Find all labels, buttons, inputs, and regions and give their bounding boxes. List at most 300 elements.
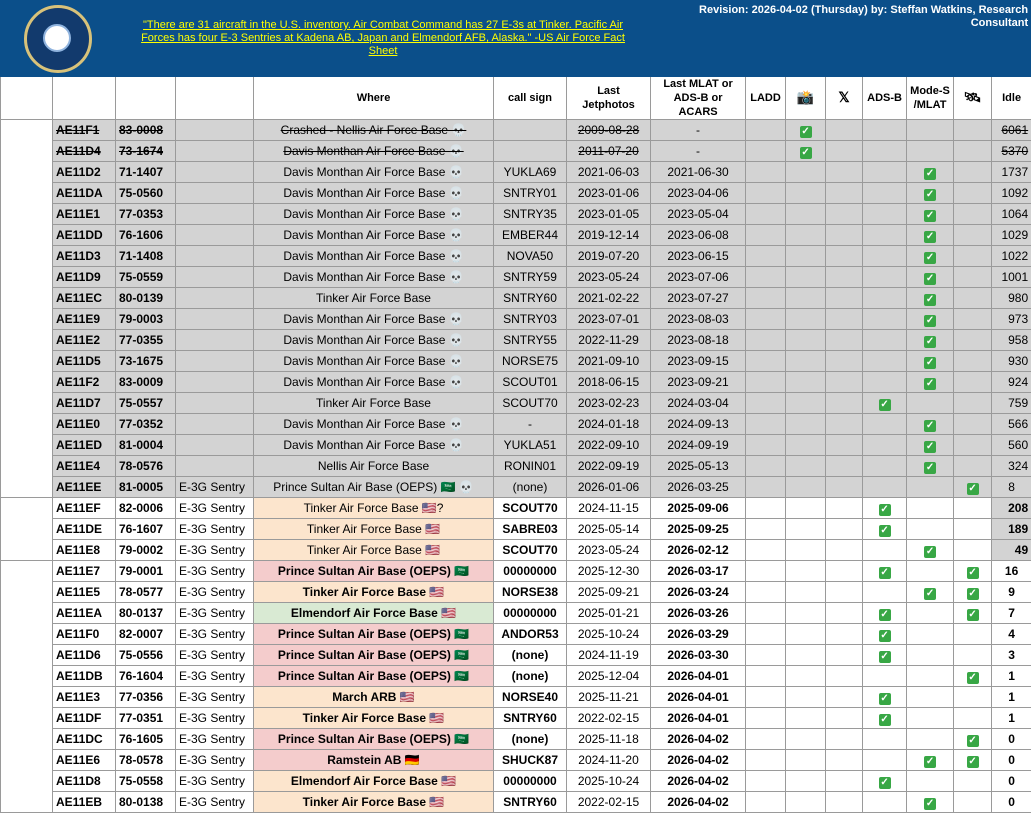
modes-flag (907, 666, 954, 687)
modes-flag (907, 540, 954, 561)
hex-code: AE11D4 (53, 141, 116, 162)
table-row (1, 372, 1031, 393)
revision-info: Revision: 2026-04-02 (Thursday) by: Steffan Watkins, Research Consultant (651, 1, 1031, 77)
call-sign: SNTRY03 (494, 309, 567, 330)
location: Davis Monthan Air Force Base 💀 (254, 162, 494, 183)
hex-code: AE11D8 (53, 771, 116, 792)
aircraft-type (176, 225, 254, 246)
adsb-flag (863, 393, 907, 414)
hex-code: AE11EE (53, 477, 116, 498)
aircraft-type (176, 204, 254, 225)
serial-number: 78-0577 (116, 582, 176, 603)
x-flag (826, 225, 863, 246)
check-icon: ✓ (968, 482, 977, 494)
hex-code: AE11E0 (53, 414, 116, 435)
x-flag (826, 498, 863, 519)
satellite-flag (954, 792, 992, 813)
aircraft-type: E-3G Sentry (176, 645, 254, 666)
serial-number: 77-0351 (116, 708, 176, 729)
adsb-flag (863, 204, 907, 225)
group-label-year (1, 498, 53, 561)
idle-days: 7 (992, 603, 1031, 624)
jetphotos-flag (786, 309, 826, 330)
last-jetphotos-date: 2011-07-20 (567, 141, 651, 162)
call-sign: 00000000 (494, 771, 567, 792)
x-logo-icon: 𝕏 (838, 89, 850, 105)
last-mlat-date: 2025-09-25 (651, 519, 746, 540)
ladd-flag (746, 246, 786, 267)
adsb-flag (863, 309, 907, 330)
serial-number: 77-0352 (116, 414, 176, 435)
hex-code: AE11E4 (53, 456, 116, 477)
table-row (1, 456, 1031, 477)
modes-flag (907, 351, 954, 372)
aircraft-type: E-3G Sentry (176, 750, 254, 771)
hex-code: AE11DB (53, 666, 116, 687)
last-jetphotos-date: 2021-02-22 (567, 288, 651, 309)
call-sign (494, 120, 567, 141)
ladd-flag (746, 750, 786, 771)
jetphotos-flag (786, 162, 826, 183)
hex-code: AE11E8 (53, 540, 116, 561)
modes-flag (907, 687, 954, 708)
hex-code: AE11EC (53, 288, 116, 309)
jetphotos-flag (786, 519, 826, 540)
check-icon: ✓ (801, 146, 810, 158)
table-row (1, 204, 1031, 225)
last-mlat-date: 2025-05-13 (651, 456, 746, 477)
modes-flag (907, 792, 954, 813)
last-mlat-date: 2026-04-02 (651, 771, 746, 792)
jetphotos-flag (786, 330, 826, 351)
location: Prince Sultan Air Base (OEPS) 🇸🇦 (254, 645, 494, 666)
modes-flag (907, 750, 954, 771)
serial-number: 79-0002 (116, 540, 176, 561)
last-mlat-date: 2023-06-15 (651, 246, 746, 267)
last-mlat-date: 2024-03-04 (651, 393, 746, 414)
serial-number: 75-0560 (116, 183, 176, 204)
check-icon: ✓ (880, 503, 889, 515)
satellite-flag (954, 750, 992, 771)
table-row (1, 309, 1031, 330)
last-mlat-date: 2026-03-25 (651, 477, 746, 498)
last-mlat-date: 2023-07-27 (651, 288, 746, 309)
hex-code: AE11EA (53, 603, 116, 624)
ladd-flag (746, 435, 786, 456)
hex-code: AE11DD (53, 225, 116, 246)
group-label-bone (1, 120, 53, 498)
satellite-flag (954, 645, 992, 666)
table-row (1, 183, 1031, 204)
last-mlat-date: 2023-08-03 (651, 309, 746, 330)
modes-flag (907, 498, 954, 519)
check-icon: ✓ (880, 713, 889, 725)
location: Prince Sultan Air Base (OEPS) 🇸🇦 (254, 624, 494, 645)
jetphotos-flag (786, 477, 826, 498)
location: Davis Monthan Air Force Base 💀 (254, 351, 494, 372)
adsb-flag (863, 183, 907, 204)
fact-sheet-quote-cell (116, 1, 651, 77)
last-jetphotos-date: 2026-01-06 (567, 477, 651, 498)
aircraft-type: E-3G Sentry (176, 477, 254, 498)
call-sign: (none) (494, 477, 567, 498)
location: Elmendorf Air Force Base 🇺🇸 (254, 603, 494, 624)
modes-flag (907, 393, 954, 414)
idle-days: 16 (992, 561, 1031, 582)
table-row (1, 540, 1031, 561)
ladd-flag (746, 603, 786, 624)
satellite-flag (954, 435, 992, 456)
jetphotos-flag (786, 414, 826, 435)
satellite-flag (954, 183, 992, 204)
check-icon: ✓ (925, 188, 935, 200)
ladd-flag (746, 477, 786, 498)
last-jetphotos-date: 2025-11-21 (567, 687, 651, 708)
x-flag (826, 477, 863, 498)
jetphotos-flag (786, 561, 826, 582)
table-row (1, 225, 1031, 246)
jetphotos-flag (786, 120, 826, 141)
jetphotos-flag (786, 288, 826, 309)
call-sign: ANDOR53 (494, 624, 567, 645)
modes-flag (907, 267, 954, 288)
camera-icon: 📸 (796, 89, 815, 105)
x-flag (826, 708, 863, 729)
last-jetphotos-date: 2025-11-18 (567, 729, 651, 750)
serial-number: 78-0576 (116, 456, 176, 477)
idle-days: 3 (992, 645, 1031, 666)
ladd-flag (746, 687, 786, 708)
modes-flag (907, 708, 954, 729)
x-flag (826, 351, 863, 372)
last-mlat-date: 2023-06-08 (651, 225, 746, 246)
table-row (1, 729, 1031, 750)
last-jetphotos-date: 2024-11-15 (567, 498, 651, 519)
ladd-flag (746, 729, 786, 750)
hex-code: AE11DF (53, 708, 116, 729)
serial-number: 75-0559 (116, 267, 176, 288)
aircraft-type: E-3G Sentry (176, 687, 254, 708)
jetphotos-flag (786, 792, 826, 813)
last-jetphotos-date: 2025-05-14 (567, 519, 651, 540)
call-sign: (none) (494, 729, 567, 750)
column-header-row (1, 77, 1031, 120)
call-sign: SABRE03 (494, 519, 567, 540)
jetphotos-flag (786, 582, 826, 603)
adsb-flag (863, 246, 907, 267)
hex-code: AE11D2 (53, 162, 116, 183)
header-callsign: call sign (494, 77, 567, 120)
ladd-flag (746, 582, 786, 603)
call-sign: SNTRY59 (494, 267, 567, 288)
check-icon: ✓ (925, 335, 935, 347)
table-row (1, 624, 1031, 645)
aircraft-type: E-3G Sentry (176, 729, 254, 750)
satellite-flag (954, 225, 992, 246)
jetphotos-flag (786, 435, 826, 456)
satellite-flag (954, 687, 992, 708)
modes-flag (907, 183, 954, 204)
check-icon: ✓ (801, 125, 810, 137)
x-flag (826, 309, 863, 330)
modes-flag (907, 372, 954, 393)
check-icon: ✓ (925, 356, 935, 368)
satellite-flag (954, 351, 992, 372)
check-icon: ✓ (880, 776, 889, 788)
satellite-flag (954, 393, 992, 414)
aircraft-type (176, 120, 254, 141)
adsb-flag (863, 645, 907, 666)
check-icon: ✓ (925, 314, 935, 326)
idle-days: 0 (992, 729, 1031, 750)
hex-code: AE11D3 (53, 246, 116, 267)
aircraft-type: E-3G Sentry (176, 519, 254, 540)
table-row (1, 603, 1031, 624)
modes-flag (907, 519, 954, 540)
location: Nellis Air Force Base (254, 456, 494, 477)
idle-days: 4 (992, 624, 1031, 645)
x-flag (826, 519, 863, 540)
last-jetphotos-date: 2025-10-24 (567, 624, 651, 645)
x-flag (826, 204, 863, 225)
x-flag (826, 393, 863, 414)
last-jetphotos-date: 2024-11-19 (567, 645, 651, 666)
check-icon: ✓ (968, 587, 977, 599)
x-flag (826, 372, 863, 393)
serial-number: 76-1606 (116, 225, 176, 246)
jetphotos-flag (786, 645, 826, 666)
modes-flag (907, 309, 954, 330)
satellite-flag (954, 561, 992, 582)
adsb-flag (863, 603, 907, 624)
x-flag (826, 582, 863, 603)
idle-days: 1 (992, 687, 1031, 708)
idle-days: 1092 (992, 183, 1031, 204)
ladd-flag (746, 561, 786, 582)
adsb-flag (863, 498, 907, 519)
x-flag (826, 540, 863, 561)
table-row (1, 267, 1031, 288)
call-sign: NORSE40 (494, 687, 567, 708)
aircraft-type: E-3G Sentry (176, 792, 254, 813)
table-row (1, 414, 1031, 435)
call-sign: RONIN01 (494, 456, 567, 477)
last-jetphotos-date: 2021-09-10 (567, 351, 651, 372)
jetphotos-flag (786, 456, 826, 477)
idle-days: 1 (992, 666, 1031, 687)
aircraft-type (176, 456, 254, 477)
last-jetphotos-date: 2023-02-23 (567, 393, 651, 414)
idle-days: 930 (992, 351, 1031, 372)
jetphotos-flag (786, 246, 826, 267)
table-row (1, 288, 1031, 309)
jetphotos-flag (786, 372, 826, 393)
satellite-flag (954, 624, 992, 645)
serial-number: 76-1604 (116, 666, 176, 687)
idle-days: 0 (992, 792, 1031, 813)
table-row (1, 561, 1031, 582)
serial-number: 73-1674 (116, 141, 176, 162)
satellite-flag (954, 141, 992, 162)
jetphotos-flag (786, 267, 826, 288)
check-icon: ✓ (880, 629, 889, 641)
last-jetphotos-date: 2023-01-06 (567, 183, 651, 204)
serial-number: 79-0001 (116, 561, 176, 582)
modes-flag (907, 246, 954, 267)
ladd-flag (746, 645, 786, 666)
aircraft-type (176, 162, 254, 183)
idle-days: 6061 (992, 120, 1031, 141)
ladd-flag (746, 204, 786, 225)
x-flag (826, 414, 863, 435)
last-mlat-date: 2026-03-24 (651, 582, 746, 603)
satellite-flag (954, 372, 992, 393)
location: Tinker Air Force Base 🇺🇸? (254, 498, 494, 519)
last-mlat-date: 2024-09-19 (651, 435, 746, 456)
hex-code: AE11D5 (53, 351, 116, 372)
hex-code: AE11E9 (53, 309, 116, 330)
call-sign (494, 141, 567, 162)
location: Tinker Air Force Base 🇺🇸 (254, 582, 494, 603)
call-sign: SNTRY60 (494, 708, 567, 729)
jetphotos-flag (786, 771, 826, 792)
idle-days: 958 (992, 330, 1031, 351)
ladd-flag (746, 351, 786, 372)
check-icon: ✓ (968, 671, 977, 683)
table-row (1, 330, 1031, 351)
call-sign: SCOUT70 (494, 498, 567, 519)
header-blank-1 (1, 77, 53, 120)
ladd-flag (746, 708, 786, 729)
x-flag (826, 750, 863, 771)
x-flag (826, 792, 863, 813)
hex-code: AE11F0 (53, 624, 116, 645)
idle-days: 324 (992, 456, 1031, 477)
adsb-flag (863, 771, 907, 792)
x-flag (826, 561, 863, 582)
location: Davis Monthan Air Force Base 💀 (254, 246, 494, 267)
jetphotos-flag (786, 498, 826, 519)
x-flag (826, 246, 863, 267)
adsb-flag (863, 351, 907, 372)
idle-days: 980 (992, 288, 1031, 309)
ladd-flag (746, 120, 786, 141)
aircraft-type (176, 393, 254, 414)
modes-flag (907, 582, 954, 603)
call-sign: NORSE38 (494, 582, 567, 603)
header-last-mlat: Last MLAT or ADS-B or ACARS (651, 77, 746, 120)
call-sign: SCOUT01 (494, 372, 567, 393)
serial-number: 76-1605 (116, 729, 176, 750)
idle-days: 566 (992, 414, 1031, 435)
location: Davis Monthan Air Force Base 💀 (254, 225, 494, 246)
location: Tinker Air Force Base 🇺🇸 (254, 540, 494, 561)
header-camera (786, 77, 826, 120)
modes-flag (907, 645, 954, 666)
hex-code: AE11ED (53, 435, 116, 456)
fact-sheet-quote-link[interactable]: "There are 31 aircraft in the U.S. inventory. Air Combat Command has 27 E-3s at Tinker. Pacific Air Forces has four E-3 Sentries at Kadena AB, Japan and Elmendorf AFB, Alaska." -US Air Force Fact Sheet (141, 19, 625, 57)
call-sign: SCOUT70 (494, 540, 567, 561)
last-jetphotos-date: 2019-12-14 (567, 225, 651, 246)
satellite-flag (954, 477, 992, 498)
location: Tinker Air Force Base 🇺🇸 (254, 519, 494, 540)
aircraft-type (176, 372, 254, 393)
header-blank-4 (176, 77, 254, 120)
hex-code: AE11E2 (53, 330, 116, 351)
header-idle: Idle (992, 77, 1031, 120)
adsb-flag (863, 435, 907, 456)
hex-code: AE11E7 (53, 561, 116, 582)
hex-code: AE11D7 (53, 393, 116, 414)
ladd-flag (746, 624, 786, 645)
hex-code: AE11EB (53, 792, 116, 813)
adsb-flag (863, 120, 907, 141)
table-row (1, 687, 1031, 708)
table-row (1, 582, 1031, 603)
check-icon: ✓ (880, 524, 889, 536)
x-flag (826, 666, 863, 687)
location: Prince Sultan Air Base (OEPS) 🇸🇦 (254, 666, 494, 687)
modes-flag (907, 771, 954, 792)
satellite-flag (954, 729, 992, 750)
aircraft-type: E-3G Sentry (176, 624, 254, 645)
ladd-flag (746, 519, 786, 540)
last-jetphotos-date: 2023-01-05 (567, 204, 651, 225)
idle-days: 973 (992, 309, 1031, 330)
header-last-jetphotos: Last Jetphotos (567, 77, 651, 120)
jetphotos-flag (786, 141, 826, 162)
aircraft-type (176, 183, 254, 204)
header-x (826, 77, 863, 120)
last-mlat-date: 2025-09-06 (651, 498, 746, 519)
ladd-flag (746, 309, 786, 330)
check-icon: ✓ (880, 692, 889, 704)
idle-days: 0 (992, 771, 1031, 792)
adsb-flag (863, 372, 907, 393)
call-sign: (none) (494, 645, 567, 666)
call-sign: NORSE75 (494, 351, 567, 372)
usaf-seal (1, 1, 116, 77)
modes-flag (907, 477, 954, 498)
check-icon: ✓ (925, 440, 935, 452)
last-mlat-date: - (651, 120, 746, 141)
ladd-flag (746, 162, 786, 183)
aircraft-type (176, 267, 254, 288)
modes-flag (907, 162, 954, 183)
serial-number: 81-0004 (116, 435, 176, 456)
last-mlat-date: 2023-05-04 (651, 204, 746, 225)
idle-days: 8 (992, 477, 1031, 498)
x-flag (826, 729, 863, 750)
location: Davis Monthan Air Force Base 💀 (254, 204, 494, 225)
adsb-flag (863, 624, 907, 645)
serial-number: 83-0008 (116, 120, 176, 141)
idle-days: 49 (992, 540, 1031, 561)
jetphotos-flag (786, 666, 826, 687)
jetphotos-flag (786, 603, 826, 624)
last-mlat-date: 2026-02-12 (651, 540, 746, 561)
location: Davis Monthan Air Force Base 💀 (254, 309, 494, 330)
modes-flag (907, 141, 954, 162)
call-sign: SNTRY60 (494, 288, 567, 309)
table-row (1, 435, 1031, 456)
idle-days: 759 (992, 393, 1031, 414)
last-mlat-date: 2026-04-01 (651, 687, 746, 708)
check-icon: ✓ (925, 230, 935, 242)
call-sign: (none) (494, 666, 567, 687)
last-jetphotos-date: 2023-05-24 (567, 267, 651, 288)
x-flag (826, 435, 863, 456)
